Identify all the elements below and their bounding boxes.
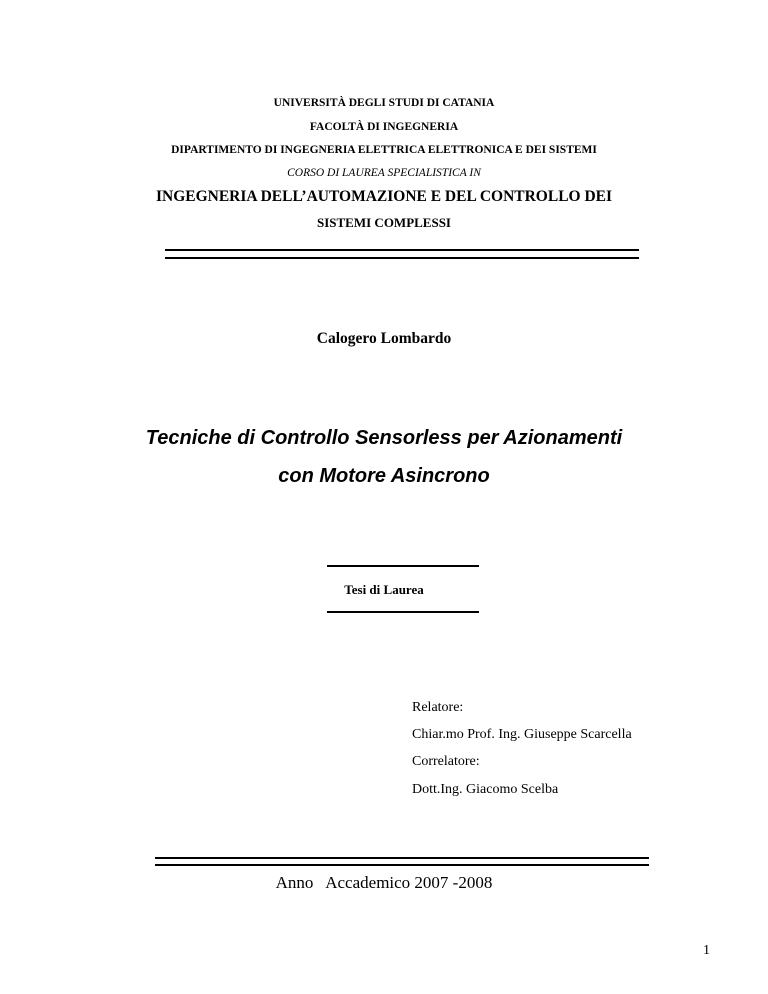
correlatore-name: Dott.Ing. Giacomo Scelba [412,782,559,797]
department-name: DIPARTIMENTO DI INGEGNERIA ELETTRICA ELETTRONICA E DEI SISTEMI [171,144,597,156]
relatore-label: Relatore: [412,700,464,715]
footer-divider-top [155,857,649,859]
degree-title-line1: INGEGNERIA DELL’AUTOMAZIONE E DEL CONTROLLO DEI [155,188,613,205]
header-divider-top [165,249,639,251]
header-divider-bottom [165,257,639,259]
course-type: CORSO DI LAUREA SPECIALISTICA IN [287,167,481,179]
thesis-title-line2: con Motore Asincrono [278,465,490,487]
faculty-name: FACOLTÀ DI INGEGNERIA [309,121,459,133]
thesis-type: Tesi di Laurea [344,582,424,597]
thesis-title-line1: Tecniche di Controllo Sensorless per Azionamenti [145,427,623,449]
thesis-type-divider-top [327,565,479,567]
page-number: 1 [703,943,710,958]
correlatore-label: Correlatore: [412,754,480,769]
relatore-name: Chiar.mo Prof. Ing. Giuseppe Scarcella [412,727,632,742]
footer-divider-bottom [155,864,649,866]
university-name: UNIVERSITÀ DEGLI STUDI DI CATANIA [273,97,495,109]
academic-year: Anno Accademico 2007 -2008 [275,873,493,892]
thesis-type-divider-bottom [327,611,479,613]
author-name: Calogero Lombardo [316,330,452,347]
degree-title-line2: SISTEMI COMPLESSI [316,215,451,230]
